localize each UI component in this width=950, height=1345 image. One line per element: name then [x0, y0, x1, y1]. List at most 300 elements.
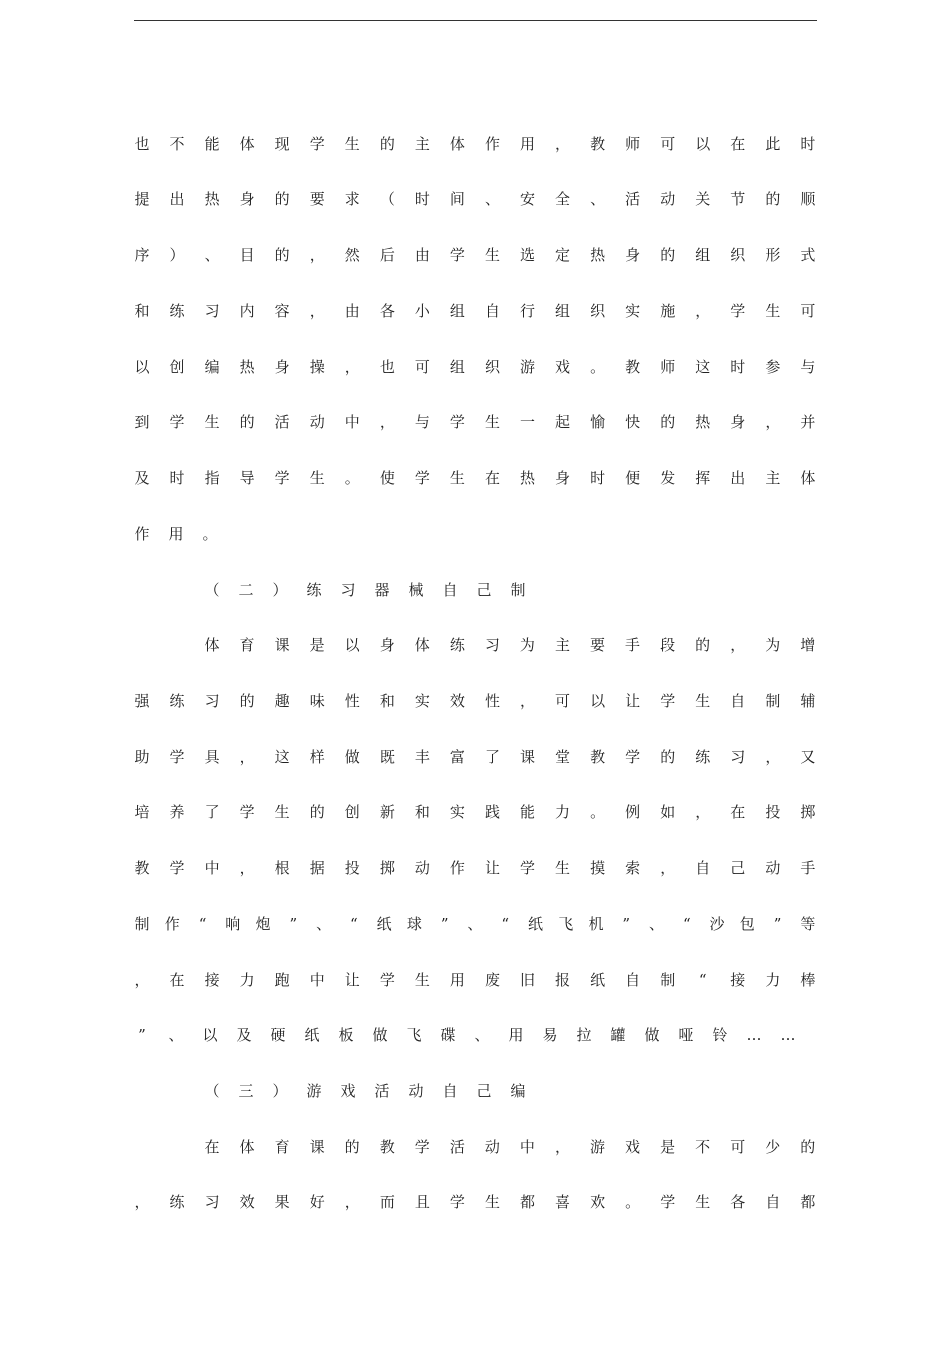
glyph: 组	[449, 358, 465, 376]
glyph: 性	[484, 692, 500, 710]
glyph: 生	[484, 413, 500, 431]
glyph: 手	[625, 636, 641, 654]
glyph: 效	[449, 692, 465, 710]
glyph: 练	[169, 1193, 185, 1211]
text-line	[133, 912, 817, 936]
glyph: 热	[695, 413, 711, 431]
glyph: 作	[164, 915, 180, 933]
glyph: 创	[169, 358, 185, 376]
glyph: （	[204, 581, 220, 599]
glyph: 炮	[255, 915, 271, 933]
glyph: 能	[520, 803, 536, 821]
glyph: 与	[800, 358, 816, 376]
glyph: 学	[169, 859, 185, 877]
text-line	[133, 522, 817, 546]
text-line	[133, 968, 817, 992]
glyph: 各	[379, 302, 395, 320]
glyph: 快	[625, 413, 641, 431]
glyph: 行	[520, 302, 536, 320]
glyph: 便	[625, 469, 641, 487]
glyph: ，	[660, 859, 676, 877]
glyph: 制	[134, 915, 150, 933]
glyph: 活	[449, 1138, 465, 1156]
glyph: 而	[379, 1193, 395, 1211]
glyph: 、	[649, 915, 665, 933]
glyph: 、	[204, 246, 220, 264]
glyph: 为	[519, 636, 535, 654]
glyph: 活	[274, 413, 290, 431]
glyph: 学	[449, 1193, 465, 1211]
glyph: 织	[484, 358, 500, 376]
glyph: 力	[239, 971, 255, 989]
glyph: 铃	[712, 1026, 728, 1044]
glyph: 、	[168, 1026, 184, 1044]
glyph: 教	[625, 358, 641, 376]
glyph: 织	[730, 246, 746, 264]
glyph: ，	[555, 135, 571, 153]
glyph: 摸	[590, 859, 606, 877]
glyph: 使	[379, 469, 395, 487]
glyph: 动	[765, 859, 781, 877]
glyph: 练	[449, 636, 465, 654]
glyph: 等	[800, 915, 816, 933]
glyph: 飞	[406, 1026, 422, 1044]
glyph: 的	[695, 636, 711, 654]
glyph: 、	[316, 915, 332, 933]
glyph: 热	[590, 246, 606, 264]
glyph: 体	[239, 135, 255, 153]
glyph: ”	[773, 915, 782, 933]
glyph: 以	[202, 1026, 218, 1044]
glyph: ）	[272, 581, 288, 599]
glyph: 求	[344, 190, 360, 208]
glyph: 安	[520, 190, 536, 208]
glyph: 形	[765, 246, 781, 264]
glyph: 飞	[558, 915, 574, 933]
glyph: 培	[134, 803, 150, 821]
glyph: （	[204, 1082, 220, 1100]
glyph: 作	[134, 525, 150, 543]
header-rule	[134, 20, 817, 21]
glyph: 旧	[520, 971, 536, 989]
glyph: 自	[695, 859, 711, 877]
glyph: 球	[406, 915, 422, 933]
glyph: 以	[695, 135, 711, 153]
glyph: 教	[590, 135, 606, 153]
glyph: 拉	[576, 1026, 592, 1044]
glyph: 练	[306, 581, 322, 599]
glyph: 践	[484, 803, 500, 821]
glyph: 体	[204, 636, 220, 654]
glyph: 课	[520, 748, 536, 766]
glyph: 、	[474, 1026, 490, 1044]
glyph: ”	[622, 915, 631, 933]
glyph: 编	[204, 358, 220, 376]
glyph: 段	[660, 636, 676, 654]
glyph: 动	[408, 1082, 424, 1100]
glyph: 身	[274, 358, 290, 376]
glyph: 在	[730, 803, 746, 821]
glyph: 新	[379, 803, 395, 821]
glyph: 身	[379, 636, 395, 654]
glyph: 动	[414, 859, 430, 877]
glyph: 报	[555, 971, 571, 989]
glyph: 自	[442, 1082, 458, 1100]
glyph: 力	[765, 971, 781, 989]
glyph: 索	[625, 859, 641, 877]
glyph: 可	[730, 1138, 746, 1156]
text-line	[133, 355, 817, 379]
glyph: 跑	[274, 971, 290, 989]
glyph: 、	[467, 915, 483, 933]
glyph: 且	[414, 1193, 430, 1211]
glyph: 游	[590, 1138, 606, 1156]
glyph: 提	[134, 190, 150, 208]
glyph: 然	[344, 246, 360, 264]
glyph: 习	[484, 636, 500, 654]
glyph: 生	[449, 469, 465, 487]
glyph: 这	[695, 358, 711, 376]
glyph: 投	[765, 803, 781, 821]
glyph: “	[698, 971, 707, 989]
glyph: ，	[730, 636, 746, 654]
glyph: 富	[449, 748, 465, 766]
glyph: 味	[309, 692, 325, 710]
glyph: 的	[274, 190, 290, 208]
glyph: 组	[695, 246, 711, 264]
glyph: 罐	[610, 1026, 626, 1044]
glyph: 学	[730, 302, 746, 320]
glyph: 少	[765, 1138, 781, 1156]
glyph: 接	[204, 971, 220, 989]
glyph: 生	[274, 803, 290, 821]
glyph: 据	[309, 859, 325, 877]
glyph: 学	[309, 135, 325, 153]
glyph: 式	[800, 246, 816, 264]
glyph: 用	[168, 525, 184, 543]
glyph: 自	[625, 971, 641, 989]
glyph: 一	[520, 413, 536, 431]
glyph: 愉	[590, 413, 606, 431]
glyph: 要	[309, 190, 325, 208]
glyph: 参	[765, 358, 781, 376]
glyph: 助	[134, 748, 150, 766]
glyph: 主	[414, 135, 430, 153]
glyph: 热	[204, 190, 220, 208]
glyph: 板	[338, 1026, 354, 1044]
glyph: 投	[344, 859, 360, 877]
glyph: 生	[484, 246, 500, 264]
glyph: 动	[660, 190, 676, 208]
glyph: 学	[625, 748, 641, 766]
glyph: 碟	[440, 1026, 456, 1044]
glyph: 并	[800, 413, 816, 431]
glyph: 的	[239, 413, 255, 431]
glyph: 学	[169, 748, 185, 766]
glyph: …	[780, 1026, 796, 1044]
glyph: 了	[484, 748, 500, 766]
glyph: 身	[625, 246, 641, 264]
glyph: 学	[274, 469, 290, 487]
glyph: ，	[134, 971, 150, 989]
glyph: 发	[660, 469, 676, 487]
glyph: 动	[484, 1138, 500, 1156]
glyph: 习	[204, 1193, 220, 1211]
glyph: 易	[542, 1026, 558, 1044]
glyph: 指	[204, 469, 220, 487]
glyph: 动	[309, 413, 325, 431]
glyph: 学	[660, 692, 676, 710]
glyph: 让	[484, 859, 500, 877]
glyph: 习	[340, 581, 356, 599]
glyph: 作	[449, 859, 465, 877]
glyph: 目	[239, 246, 255, 264]
glyph: 。	[344, 469, 360, 487]
glyph: 机	[588, 915, 604, 933]
glyph: ，	[309, 246, 325, 264]
glyph: 掷	[379, 859, 395, 877]
glyph: ，	[344, 358, 360, 376]
glyph: 学	[414, 469, 430, 487]
glyph: 生	[765, 302, 781, 320]
glyph: 生	[555, 859, 571, 877]
glyph: 纸	[304, 1026, 320, 1044]
glyph: 以	[344, 636, 360, 654]
glyph: 中	[519, 1138, 535, 1156]
text-line	[133, 299, 817, 323]
glyph: 是	[660, 1138, 676, 1156]
glyph: ，	[520, 692, 536, 710]
glyph: 生	[695, 1193, 711, 1211]
glyph: 在	[484, 469, 500, 487]
glyph: 要	[590, 636, 606, 654]
glyph: 也	[134, 135, 150, 153]
glyph: 育	[274, 1138, 290, 1156]
glyph: 组	[449, 302, 465, 320]
paragraph-first-line	[203, 1135, 817, 1159]
glyph: 的	[765, 190, 781, 208]
glyph: 和	[379, 692, 395, 710]
glyph: 欢	[590, 1193, 606, 1211]
glyph: 现	[274, 135, 290, 153]
glyph: 己	[476, 581, 492, 599]
glyph: 实	[414, 692, 430, 710]
glyph: 制	[765, 692, 781, 710]
glyph: ，	[765, 413, 781, 431]
glyph: 活	[374, 1082, 390, 1100]
glyph: 体	[800, 469, 816, 487]
glyph: 内	[239, 302, 255, 320]
glyph: 自	[484, 302, 500, 320]
glyph: 以	[134, 358, 150, 376]
glyph: 学	[414, 1138, 430, 1156]
glyph: 游	[306, 1082, 322, 1100]
glyph: 用	[449, 971, 465, 989]
glyph: 的	[344, 1138, 360, 1156]
text-line	[133, 745, 817, 769]
glyph: 学	[379, 971, 395, 989]
glyph: 不	[169, 135, 185, 153]
glyph: 此	[765, 135, 781, 153]
glyph: 到	[134, 413, 150, 431]
glyph: 哑	[678, 1026, 694, 1044]
glyph: ”	[289, 915, 298, 933]
glyph: 的	[309, 803, 325, 821]
glyph: 节	[730, 190, 746, 208]
glyph: 纸	[527, 915, 543, 933]
glyph: 响	[225, 915, 241, 933]
text-line	[133, 1190, 817, 1214]
glyph: 包	[739, 915, 755, 933]
glyph: 具	[204, 748, 220, 766]
text-line	[133, 187, 817, 211]
glyph: 师	[625, 135, 641, 153]
glyph: 了	[204, 803, 220, 821]
glyph: 导	[239, 469, 255, 487]
glyph: 主	[765, 469, 781, 487]
glyph: 体	[414, 636, 430, 654]
glyph: 学	[449, 246, 465, 264]
glyph: 育	[239, 636, 255, 654]
glyph: 自	[765, 1193, 781, 1211]
glyph: ，	[239, 859, 255, 877]
glyph: 学	[660, 1193, 676, 1211]
glyph: 不	[695, 1138, 711, 1156]
glyph: 戏	[625, 1138, 641, 1156]
glyph: 生	[309, 469, 325, 487]
glyph: ，	[239, 748, 255, 766]
glyph: 容	[274, 302, 290, 320]
glyph: 生	[204, 413, 220, 431]
glyph: 的	[274, 246, 290, 264]
glyph: 养	[169, 803, 185, 821]
glyph: 顺	[800, 190, 816, 208]
glyph: 操	[309, 358, 325, 376]
glyph: 既	[379, 748, 395, 766]
glyph: 都	[800, 1193, 816, 1211]
glyph: ，	[695, 302, 711, 320]
glyph: 时	[169, 469, 185, 487]
glyph: 中	[309, 971, 325, 989]
glyph: 用	[520, 135, 536, 153]
glyph: 实	[449, 803, 465, 821]
glyph: 可	[800, 302, 816, 320]
glyph: 的	[379, 135, 395, 153]
glyph: 学	[449, 413, 465, 431]
glyph: 强	[134, 692, 150, 710]
glyph: 作	[484, 135, 500, 153]
glyph: 用	[508, 1026, 524, 1044]
glyph: 丰	[414, 748, 430, 766]
glyph: 定	[555, 246, 571, 264]
glyph: 练	[169, 302, 185, 320]
glyph: 教	[590, 748, 606, 766]
glyph: 增	[800, 636, 816, 654]
glyph: 游	[520, 358, 536, 376]
glyph: 。	[590, 358, 606, 376]
glyph: ）	[169, 246, 185, 264]
glyph: 活	[625, 190, 641, 208]
glyph: 能	[204, 135, 220, 153]
text-line	[133, 466, 817, 490]
glyph: 让	[344, 971, 360, 989]
glyph: ，	[379, 413, 395, 431]
glyph: 器	[374, 581, 390, 599]
glyph: 学	[169, 413, 185, 431]
glyph: 如	[660, 803, 676, 821]
glyph: 习	[204, 692, 220, 710]
glyph: 练	[695, 748, 711, 766]
glyph: 戏	[340, 1082, 356, 1100]
glyph: 接	[730, 971, 746, 989]
glyph: 三	[238, 1082, 254, 1100]
glyph: 制	[660, 971, 676, 989]
glyph: 。	[202, 525, 218, 543]
glyph: 身	[555, 469, 571, 487]
glyph: 织	[590, 302, 606, 320]
glyph: 做	[344, 748, 360, 766]
glyph: 力	[555, 803, 571, 821]
glyph: 效	[239, 1193, 255, 1211]
glyph: 性	[344, 692, 360, 710]
glyph: 时	[730, 358, 746, 376]
text-line	[133, 1023, 817, 1047]
glyph: ，	[695, 803, 711, 821]
glyph: 及	[236, 1026, 252, 1044]
glyph: 与	[414, 413, 430, 431]
glyph: 堂	[555, 748, 571, 766]
glyph: 样	[309, 748, 325, 766]
glyph: 可	[660, 135, 676, 153]
glyph: 学	[239, 803, 255, 821]
glyph: 为	[765, 636, 781, 654]
text-line	[133, 689, 817, 713]
glyph: 时	[590, 469, 606, 487]
glyph: 身	[239, 190, 255, 208]
glyph: 废	[484, 971, 500, 989]
glyph: “	[198, 915, 207, 933]
glyph: 在	[204, 1138, 220, 1156]
glyph: 硬	[270, 1026, 286, 1044]
glyph: 出	[169, 190, 185, 208]
glyph: “	[682, 915, 691, 933]
glyph: 是	[309, 636, 325, 654]
glyph: （	[379, 190, 395, 208]
glyph: 序	[134, 246, 150, 264]
paragraph-first-line	[203, 633, 817, 657]
text-line	[133, 856, 817, 880]
glyph: 小	[414, 302, 430, 320]
glyph: 间	[449, 190, 465, 208]
glyph: 编	[510, 1082, 526, 1100]
text-line	[133, 410, 817, 434]
glyph: 掷	[800, 803, 816, 821]
glyph: 好	[309, 1193, 325, 1211]
glyph: 主	[554, 636, 570, 654]
section-heading	[203, 578, 817, 602]
glyph: 挥	[695, 469, 711, 487]
glyph: ，	[134, 1193, 150, 1211]
glyph: 让	[625, 692, 641, 710]
glyph: ，	[344, 1193, 360, 1211]
glyph: 热	[520, 469, 536, 487]
glyph: 各	[730, 1193, 746, 1211]
glyph: 生	[695, 692, 711, 710]
glyph: 都	[520, 1193, 536, 1211]
glyph: 时	[414, 190, 430, 208]
glyph: “	[350, 915, 358, 933]
glyph: 。	[625, 1193, 641, 1211]
